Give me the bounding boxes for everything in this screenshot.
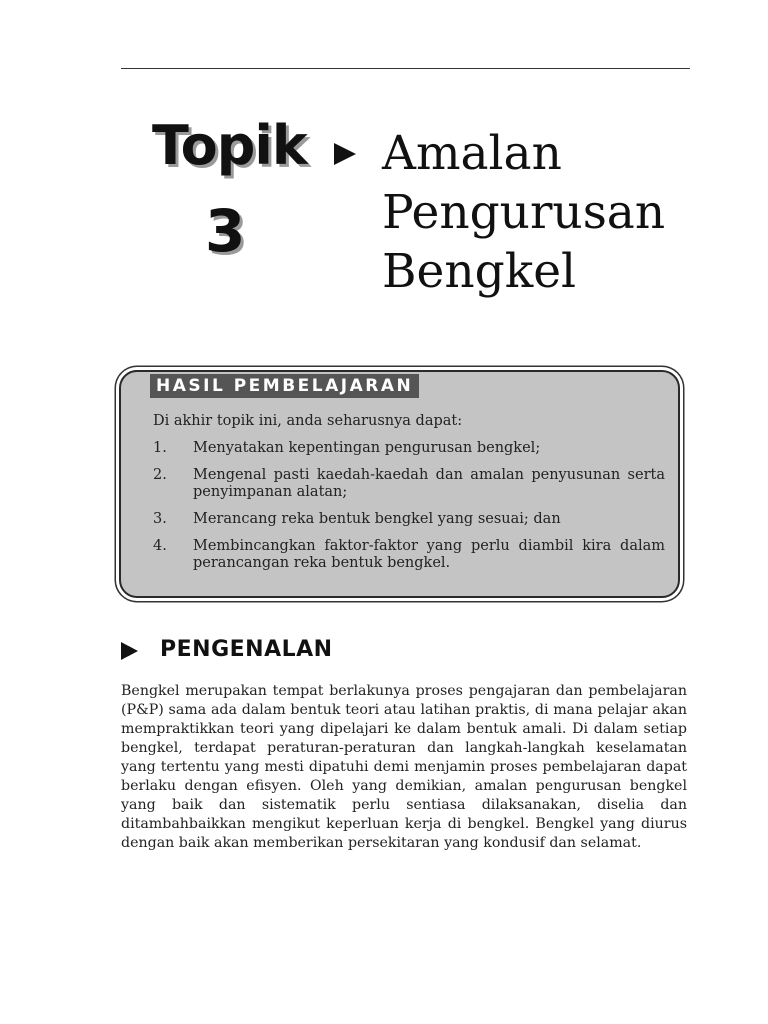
list-item-text: Mengenal pasti kaedah-kaedah dan amalan penyusunan serta penyimpanan alatan; [193,467,665,500]
section-body-paragraph: Bengkel merupakan tempat berlakunya proses pengajaran dan pembelajaran (P&P) sama ada dalam bentuk teori atau latihan praktis, di mana pelajar akan mempraktikkan teori yang dipelajari ke dalam bentuk amali. Di dalam setiap bengkel, terdapat peraturan-peraturan dan langkah-langkah keselamatan yang tertentu yang mesti dipatuhi demi menjamin proses pembelajaran dapat berlaku dengan efisyen. Oleh yang demikian, amalan pengurusan bengkel yang baik dan sistematik perlu sentiasa dilaksanakan, diselia dan ditambahbaikkan mengikut keperluan kerja di bengkel. Bengkel yang diurus dengan baik akan memberikan persekitaran yang kondusif dan selamat. [121,683,687,851]
learning-outcomes-intro: Di akhir topik ini, anda seharusnya dapat: [153,413,463,429]
list-item [153,511,665,528]
list-item-number: 3. [153,511,167,527]
list-item-number: 2. [153,467,167,483]
list-item-text: Menyatakan kepentingan pengurusan bengkel; [193,440,541,456]
play-arrow-icon [334,143,356,165]
topic-title-line: Bengkel [382,244,577,299]
learning-outcomes-box [119,370,680,598]
list-item-number: 1. [153,440,167,456]
topic-title-line: Pengurusan [382,185,666,240]
list-item [153,440,665,457]
topic-label: Topik [152,114,307,177]
list-item [153,538,665,572]
list-item-text: Merancang reka bentuk bengkel yang sesuai; dan [193,511,561,527]
list-item [153,467,665,501]
learning-outcomes-list [153,440,665,582]
section-arrow-icon [121,642,138,660]
topic-title [382,124,702,301]
list-item-number: 4. [153,538,167,554]
learning-outcomes-header: HASIL PEMBELAJARAN [150,374,419,398]
header-rule [121,68,690,69]
topic-title-line: Amalan [382,126,562,181]
topic-number: 3 [205,197,246,265]
list-item-text: Membincangkan faktor-faktor yang perlu diambil kira dalam perancangan reka bentuk bengkel. [193,538,665,571]
section-heading: PENGENALAN [160,637,333,662]
